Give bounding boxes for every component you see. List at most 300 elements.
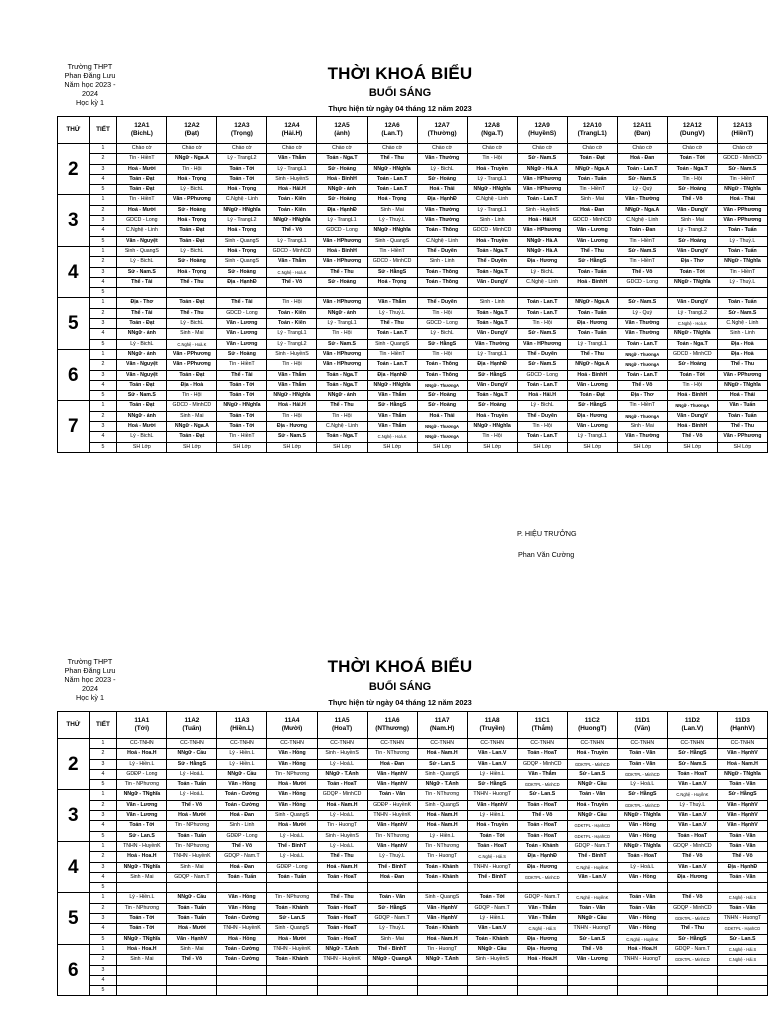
lesson-cell: TNHN - HuyềnK	[217, 924, 267, 934]
lesson-cell: Lý - TrangL2	[267, 339, 317, 349]
class-teacher: (Nam.H)	[429, 725, 455, 732]
class-code: 12A8	[484, 122, 500, 129]
lesson-cell: Hoá - Hải.H	[267, 185, 317, 195]
lesson-cell: Sử - Lan.S	[267, 914, 317, 924]
lesson-cell: GDQP - Nam.T	[467, 903, 517, 913]
lesson-cell	[517, 975, 567, 985]
lesson-cell: Hoá - Mười	[117, 422, 167, 432]
lesson-cell: Thể - BinhT	[367, 862, 417, 872]
lesson-cell: GDQP - Nam.T	[667, 944, 717, 954]
period-cell: 4	[89, 769, 117, 779]
lesson-cell: Toán - Lan.T	[517, 308, 567, 318]
lesson-cell: SH Lớp	[117, 442, 167, 452]
lesson-cell: Hoá - Mười	[267, 934, 317, 944]
period-cell: 2	[89, 800, 117, 810]
lesson-cell: Lý - Thuỷ.L	[717, 277, 767, 287]
lesson-cell: NNgữ - Cầu	[167, 749, 217, 759]
lesson-cell: Lý - BichL	[167, 246, 217, 256]
header-class	[617, 712, 667, 739]
lesson-cell: Thể - Tài	[117, 277, 167, 287]
lesson-cell: Địa - Hoà	[717, 339, 767, 349]
period-cell: 3	[89, 319, 117, 329]
class-code: 11A2	[184, 717, 200, 724]
lesson-cell: Chào cờ	[267, 144, 317, 154]
lesson-cell: Chào cờ	[117, 144, 167, 154]
lesson-cell: Toán - Cường	[217, 790, 267, 800]
lesson-cell: Toán - Văn	[567, 790, 617, 800]
period-cell: 2	[89, 955, 117, 965]
lesson-cell: Toán - HoaT	[317, 934, 367, 944]
table-row	[58, 841, 768, 851]
lesson-cell: Toán - Nga.T	[667, 339, 717, 349]
lesson-cell: Toán - Lan.T	[517, 195, 567, 205]
lesson-cell: C.Nghệ - Hoà.K	[367, 432, 417, 442]
lesson-cell: Sử - Hoàng	[167, 205, 217, 215]
lesson-cell: Lý - TrangL2	[667, 308, 717, 318]
lesson-cell	[417, 986, 467, 996]
lesson-cell: Toán - Văn	[367, 893, 417, 903]
lesson-cell: Toán - Tuấn	[567, 267, 617, 277]
lesson-cell: Toán - Tới	[667, 267, 717, 277]
day-cell: 7	[58, 401, 90, 452]
lesson-cell: Sử - Nam.S	[517, 154, 567, 164]
lesson-cell: CC-TNHN	[167, 739, 217, 749]
lesson-cell	[217, 975, 267, 985]
lesson-cell: Sinh - Linh	[717, 329, 767, 339]
lesson-cell: Văn - Thường	[417, 216, 467, 226]
lesson-cell: GDCD - MinhCD	[717, 154, 767, 164]
class-code: 12A5	[334, 122, 350, 129]
lesson-cell: Toán - Tới	[467, 893, 517, 903]
lesson-cell	[517, 986, 567, 996]
period-cell: 4	[89, 277, 117, 287]
lesson-cell: Tin - Hội	[417, 308, 467, 318]
lesson-cell: Hoá - Trọng	[167, 216, 217, 226]
header-class	[417, 712, 467, 739]
lesson-cell: Toán - HoaT	[517, 831, 567, 841]
period-cell: 5	[89, 391, 117, 401]
lesson-cell: Văn - HạnhV	[417, 914, 467, 924]
lesson-cell: Tin - NPhương	[267, 893, 317, 903]
lesson-cell: Toán - Nga.T	[467, 246, 517, 256]
lesson-cell: Văn - HạnhV	[367, 841, 417, 851]
lesson-cell: Toán - Lan.T	[517, 432, 567, 442]
lesson-cell: Sử - HằngS	[567, 401, 617, 411]
period-cell: 2	[89, 257, 117, 267]
lesson-cell: CC-TNHN	[517, 739, 567, 749]
lesson-cell: Tin - Hội	[467, 154, 517, 164]
lesson-cell: C.Nghệ - Linh	[217, 195, 267, 205]
lesson-cell: Tin - NPhương	[167, 841, 217, 851]
lesson-cell: Lý - Hoá.L	[167, 790, 217, 800]
period-cell: 5	[89, 780, 117, 790]
lesson-cell: NNgữ - ThươngA	[617, 349, 667, 359]
lesson-cell: Sinh - HuyềnS	[517, 205, 567, 215]
lesson-cell: Văn - HạnhV	[367, 780, 417, 790]
lesson-cell: Hoá - Hồng	[217, 934, 267, 944]
lesson-cell: Thể - Võ	[667, 852, 717, 862]
lesson-cell	[667, 965, 717, 975]
lesson-cell: Tin - NPhương	[117, 903, 167, 913]
lesson-cell: Hoá - Mười	[167, 924, 217, 934]
lesson-cell: Toán - Văn	[717, 872, 767, 882]
lesson-cell: GDQP - Nam.T	[567, 841, 617, 851]
signer-name: Phan Văn Cường	[518, 550, 575, 559]
lesson-cell	[217, 965, 267, 975]
lesson-cell: Lý - Hiền.L	[217, 749, 267, 759]
lesson-cell: Văn - Lan.V	[567, 872, 617, 882]
lesson-cell: Lý - Thuỷ.L	[367, 852, 417, 862]
lesson-cell: Địa - HạnhĐ	[217, 277, 267, 287]
class-teacher: (Đan)	[634, 130, 651, 137]
lesson-cell: C.Nghệ - HuyềnK	[567, 893, 617, 903]
lesson-cell: Địa - Thơ	[617, 391, 667, 401]
lesson-cell: Địa - Thơ	[117, 298, 167, 308]
class-teacher: (Tuấn)	[182, 725, 202, 732]
lesson-cell: Văn - Hồng	[617, 831, 667, 841]
lesson-cell: Văn - HạnhV	[167, 934, 217, 944]
lesson-cell: Sử - Hoàng	[667, 185, 717, 195]
lesson-cell: SH Lớp	[367, 442, 417, 452]
lesson-cell: Địa - HạnhĐ	[317, 205, 367, 215]
class-code: 11A5	[334, 717, 350, 724]
lesson-cell: Thể - Thu	[317, 267, 367, 277]
class-code: 12A9	[534, 122, 550, 129]
lesson-cell: Thể - Võ	[667, 195, 717, 205]
lesson-cell: Toán - Khánh	[267, 903, 317, 913]
lesson-cell: NNgữ - Cầu	[567, 811, 617, 821]
lesson-cell: NNgữ - Cầu	[217, 769, 267, 779]
lesson-cell: Văn - HạnhV	[717, 800, 767, 810]
lesson-cell: TNHN - HuyềnK	[367, 811, 417, 821]
lesson-cell: Văn - Lương	[567, 226, 617, 236]
lesson-cell: Văn - Thường	[617, 432, 667, 442]
lesson-cell: Văn - Nguyệt	[117, 370, 167, 380]
lesson-cell: NNgữ - ThươngA	[417, 380, 467, 390]
lesson-cell: Thể - Võ	[617, 380, 667, 390]
lesson-cell: Tin - HiềnT	[367, 246, 417, 256]
lesson-cell	[117, 883, 167, 893]
lesson-cell: Toán - Tới	[117, 914, 167, 924]
table-row	[58, 934, 768, 944]
period-cell: 4	[89, 329, 117, 339]
lesson-cell: NNgữ - TNghĩa	[117, 862, 167, 872]
table-row	[58, 924, 768, 934]
lesson-cell	[117, 965, 167, 975]
lesson-cell	[517, 883, 567, 893]
period-cell: 3	[89, 965, 117, 975]
lesson-cell: Sử - Nam.S	[317, 339, 367, 349]
lesson-cell: Toán - HoaT	[467, 841, 517, 851]
header-class	[367, 712, 417, 739]
lesson-cell: Toán - Nga.T	[467, 308, 517, 318]
lesson-cell	[717, 986, 767, 996]
lesson-cell: Toán - Văn	[717, 841, 767, 851]
lesson-cell	[467, 975, 517, 985]
lesson-cell: Văn - Lan.V	[467, 759, 517, 769]
lesson-cell: Lý - TrangL2	[217, 154, 267, 164]
lesson-cell: Văn - PPhương	[167, 349, 217, 359]
lesson-cell: Lý - BichL	[117, 339, 167, 349]
lesson-cell: NNgữ - ảnh	[317, 185, 367, 195]
lesson-cell: Lý - TrangL1	[567, 432, 617, 442]
lesson-cell: Tin - Hội	[167, 164, 217, 174]
lesson-cell: Sử - Nam.S	[117, 391, 167, 401]
period-cell: 3	[89, 862, 117, 872]
lesson-cell: Hoá - Nam.H	[417, 821, 467, 831]
header-class	[667, 712, 717, 739]
lesson-cell: Hoá - Đan	[567, 205, 617, 215]
lesson-cell: NNgữ - ThươngA	[617, 411, 667, 421]
period-cell: 1	[89, 144, 117, 154]
class-teacher: (NThương)	[375, 725, 409, 732]
lesson-cell: Hoá - Mười	[167, 811, 217, 821]
period-cell: 4	[89, 174, 117, 184]
lesson-cell	[567, 883, 617, 893]
lesson-cell: Hoá - Mười	[117, 205, 167, 215]
lesson-cell: Toán - Tới	[467, 831, 517, 841]
class-code: 11D1	[634, 717, 650, 724]
lesson-cell: Sử - Nam.S	[717, 164, 767, 174]
lesson-cell: CC-TNHN	[117, 739, 167, 749]
lesson-cell: Toán - HoaT	[517, 749, 567, 759]
lesson-cell: Toán - Nga.T	[317, 154, 367, 164]
lesson-cell: Sử - Hoàng	[467, 401, 517, 411]
lesson-cell: Sinh - Linh	[467, 216, 517, 226]
lesson-cell: Địa - Hương	[517, 257, 567, 267]
lesson-cell: Hoá - Thái	[717, 391, 767, 401]
lesson-cell: GDQP - MinhCD	[517, 759, 567, 769]
day-cell: 5	[58, 298, 90, 349]
lesson-cell: Toán - Tới	[217, 380, 267, 390]
lesson-cell: Văn - Hồng	[217, 780, 267, 790]
class-code: 12A10	[582, 122, 602, 129]
period-cell: 3	[89, 267, 117, 277]
lesson-cell: Hoá - BinhH	[667, 391, 717, 401]
class-teacher: (Lan.T)	[381, 130, 403, 137]
lesson-cell: Sử - Hoàng	[417, 391, 467, 401]
lesson-cell: Lý - Thuỷ.L	[367, 308, 417, 318]
lesson-cell	[167, 965, 217, 975]
lesson-cell: Toán - Đạt	[117, 401, 167, 411]
lesson-cell: Toán - Tới	[217, 422, 267, 432]
lesson-cell: Sử - Hoàng	[317, 164, 367, 174]
table-row	[58, 769, 768, 779]
semester-line: Học kỳ 1	[76, 98, 104, 107]
lesson-cell: Hoá - Truyền	[567, 800, 617, 810]
lesson-cell: Toán - Lan.T	[367, 360, 417, 370]
lesson-cell: Văn - Thường	[417, 205, 467, 215]
class-code: 11C2	[584, 717, 600, 724]
header-class	[467, 712, 517, 739]
lesson-cell: Sử - Hoàng	[217, 267, 267, 277]
lesson-cell: Chào cờ	[667, 144, 717, 154]
lesson-cell: NNgữ - Hà.A	[517, 164, 567, 174]
lesson-cell: Hoá - Nam.H	[317, 800, 367, 810]
lesson-cell: Lý - Thuỷ.L	[667, 800, 717, 810]
period-cell: 4	[89, 872, 117, 882]
lesson-cell: GDKTPL - MinhCD	[667, 955, 717, 965]
header-day: THỨ	[58, 117, 90, 144]
lesson-cell: SH Lớp	[317, 442, 367, 452]
lesson-cell: Lý - BichL	[517, 401, 567, 411]
lesson-cell: TNHN - HuongT	[467, 862, 517, 872]
lesson-cell: Thể - Thu	[367, 319, 417, 329]
lesson-cell	[217, 986, 267, 996]
lesson-cell: Toán - Văn	[367, 790, 417, 800]
lesson-cell	[617, 975, 667, 985]
lesson-cell: Hoá - Hải.H	[517, 216, 567, 226]
lesson-cell: Sinh - HuyềnS	[467, 955, 517, 965]
lesson-cell: Thể - Thu	[667, 924, 717, 934]
lesson-cell: Hoá - Hoa.H	[117, 944, 167, 954]
lesson-cell: Văn - DungV	[467, 329, 517, 339]
period-cell: 2	[89, 308, 117, 318]
lesson-cell: Toán - Văn	[717, 780, 767, 790]
lesson-cell: Lý - TrangL1	[567, 339, 617, 349]
lesson-cell: Tin - Hội	[467, 432, 517, 442]
lesson-cell: Lý - Hoá.L	[617, 862, 667, 872]
table-row	[58, 739, 768, 749]
lesson-cell: Lý - Quý	[617, 308, 667, 318]
lesson-cell: NNgữ - Nga.A	[167, 154, 217, 164]
lesson-cell: Sử - HằngS	[617, 790, 667, 800]
class-code: 11A7	[434, 717, 450, 724]
lesson-cell: Thể - Tài	[217, 298, 267, 308]
lesson-cell: GDĐP - Long	[217, 831, 267, 841]
lesson-cell: Tin - Hội	[267, 411, 317, 421]
lesson-cell: SH Lớp	[267, 442, 317, 452]
table-row	[58, 749, 768, 759]
lesson-cell: Sử - HằngS	[467, 370, 517, 380]
lesson-cell: Địa - Hương	[667, 872, 717, 882]
lesson-cell: Lý - Hoá.L	[267, 852, 317, 862]
lesson-cell: Sử - HằngS	[167, 759, 217, 769]
lesson-cell: Tin - Hội	[667, 174, 717, 184]
lesson-cell: Lý - Hiền.L	[117, 893, 167, 903]
lesson-cell: Lý - TrangL1	[267, 164, 317, 174]
lesson-cell: Tin - Hội	[167, 391, 217, 401]
lesson-cell: Lý - Thuỷ.L	[367, 924, 417, 934]
lesson-cell: Thể - Duyên	[467, 257, 517, 267]
lesson-cell: Sinh - Mai	[167, 411, 217, 421]
lesson-cell: Địa - Hương	[517, 862, 567, 872]
lesson-cell: Sử - HằngS	[567, 257, 617, 267]
lesson-cell: Toán - Đạt	[567, 154, 617, 164]
lesson-cell: Toán - Khánh	[267, 955, 317, 965]
lesson-cell: Toán - Tuấn	[267, 872, 317, 882]
lesson-cell: Toán - Thông	[417, 226, 467, 236]
lesson-cell: Văn - HPhương	[317, 298, 367, 308]
lesson-cell: GDCD - MinhCD	[467, 226, 517, 236]
lesson-cell: Sinh - Mai	[167, 862, 217, 872]
school-year-line: Năm học 2023 -	[64, 675, 116, 684]
lesson-cell: SH Lớp	[567, 442, 617, 452]
lesson-cell: C.Nghệ - Linh	[517, 277, 567, 287]
table-row	[58, 790, 768, 800]
period-cell: 5	[89, 442, 117, 452]
lesson-cell	[417, 975, 467, 985]
lesson-cell: NNgữ - Hà.A	[517, 236, 567, 246]
lesson-cell: Toán - Văn	[717, 903, 767, 913]
lesson-cell: Chào cờ	[567, 144, 617, 154]
class-teacher: (BichL)	[130, 130, 153, 137]
lesson-cell: Toán - HoaT	[667, 769, 717, 779]
lesson-cell: Thể - Tài	[217, 370, 267, 380]
lesson-cell: Văn - Thắm	[517, 903, 567, 913]
lesson-cell	[617, 883, 667, 893]
period-cell: 3	[89, 914, 117, 924]
lesson-cell: Thể - BinhT	[367, 944, 417, 954]
lesson-cell: CC-TNHN	[217, 739, 267, 749]
period-cell: 1	[89, 893, 117, 903]
period-cell: 1	[89, 298, 117, 308]
lesson-cell: C.Nghệ - Linh	[617, 216, 667, 226]
lesson-cell: TNHN - HuyềnK	[317, 955, 367, 965]
lesson-cell	[117, 975, 167, 985]
lesson-cell: Hoá - Đan	[217, 811, 267, 821]
lesson-cell: TNHN - HuongT	[617, 955, 667, 965]
lesson-cell: Hoá - Trọng	[167, 267, 217, 277]
lesson-cell: Văn - Nguyệt	[117, 360, 167, 370]
lesson-cell: Văn - HạnhV	[717, 749, 767, 759]
school-name-line: Trường THPT	[67, 62, 113, 71]
lesson-cell: Sinh - Linh	[417, 257, 467, 267]
table-row	[58, 883, 768, 893]
lesson-cell: NNgữ - Nga.A	[567, 164, 617, 174]
header-class	[217, 712, 267, 739]
lesson-cell: C.Nghệ - HuyềnK	[567, 862, 617, 872]
lesson-cell: Thể - Võ	[567, 944, 617, 954]
lesson-cell: Hoá - Truyền	[467, 236, 517, 246]
lesson-cell: NNgữ - Cầu	[167, 893, 217, 903]
lesson-cell: NNgữ - ảnh	[117, 349, 167, 359]
lesson-cell: Lý - Hiền.L	[417, 831, 467, 841]
period-cell: 2	[89, 749, 117, 759]
lesson-cell: Lý - TrangL1	[317, 319, 367, 329]
table-row	[58, 975, 768, 985]
lesson-cell: Toán - Lan.T	[367, 329, 417, 339]
lesson-cell: Tin - HiềnT	[717, 267, 767, 277]
school-name-line: Phan Đăng Lưu	[64, 71, 116, 80]
lesson-cell: Toán - Tới	[667, 154, 717, 164]
lesson-cell: Văn - DungV	[467, 380, 517, 390]
page-subtitle: BUỔI SÁNG	[368, 87, 432, 99]
lesson-cell: Toán - Tới	[217, 411, 267, 421]
table-row	[58, 811, 768, 821]
lesson-cell: SH Lớp	[417, 442, 467, 452]
lesson-cell: Thể - Tài	[117, 308, 167, 318]
lesson-cell: C.Nghệ - Hoà.K	[667, 319, 717, 329]
lesson-cell: Văn - Thắm	[367, 298, 417, 308]
lesson-cell: GDKTPL - MinhCD	[517, 780, 567, 790]
lesson-cell: Thể - Thu	[317, 401, 367, 411]
lesson-cell: Văn - Thắm	[267, 380, 317, 390]
lesson-cell: Hoá - Mười	[267, 821, 317, 831]
lesson-cell: Hoá - Truyền	[467, 164, 517, 174]
lesson-cell: Toán - Thông	[417, 360, 467, 370]
lesson-cell: TNHN - HuyềnK	[167, 852, 217, 862]
lesson-cell: NNgữ - TNghĩa	[117, 934, 167, 944]
lesson-cell: NNgữ - ảnh	[317, 308, 367, 318]
lesson-cell: CC-TNHN	[567, 739, 617, 749]
lesson-cell: Sử - HằngS	[417, 339, 467, 349]
lesson-cell: Toán - Tuấn	[717, 298, 767, 308]
lesson-cell	[467, 883, 517, 893]
lesson-cell: Văn - PPhương	[167, 360, 217, 370]
lesson-cell: Văn - Tuấn	[717, 401, 767, 411]
lesson-cell: NNgữ - HNghĩa	[467, 185, 517, 195]
